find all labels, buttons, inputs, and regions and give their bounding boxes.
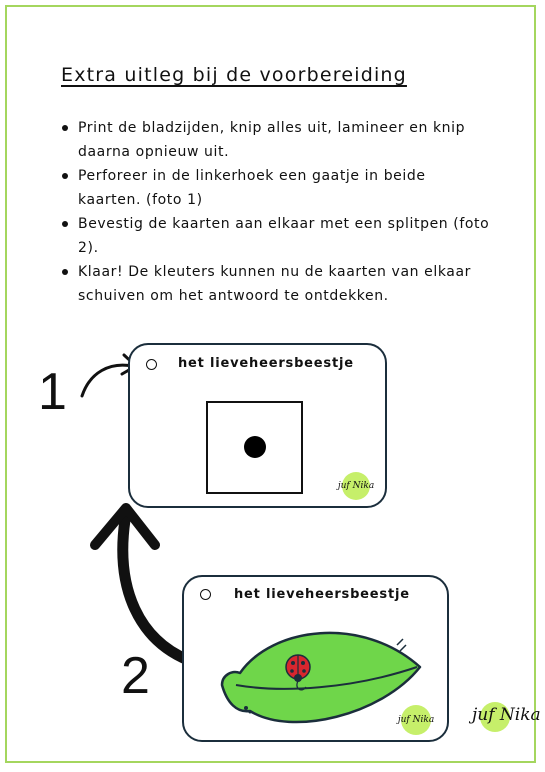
- photo1-card: [128, 343, 387, 508]
- photo2-card: [182, 575, 449, 742]
- page-title: Extra uitleg bij de voorbereiding: [61, 64, 407, 86]
- juf-nika-logo: juf Nika: [472, 705, 541, 725]
- photo-number-2: 2: [121, 647, 150, 705]
- juf-nika-badge: juf Nika: [401, 705, 431, 735]
- juf-nika-badge: juf Nika: [342, 472, 370, 500]
- instruction-step: Bevestig de kaarten aan elkaar met een splitpen (foto 2).: [60, 212, 490, 260]
- curved-arrow-icon: [95, 508, 188, 660]
- leaf-icon: [222, 633, 420, 722]
- instruction-step: Klaar! De kleuters kunnen nu de kaarten van elkaar schuiven om het antwoord te ontdekken.: [60, 260, 490, 308]
- punch-hole-icon: [146, 359, 157, 370]
- instruction-step: Perforeer in de linkerhoek een gaatje in beide kaarten. (foto 1): [60, 164, 490, 212]
- dice-dot-icon: [244, 436, 266, 458]
- card-title: het lieveheersbeestje: [178, 356, 354, 371]
- leaf-ladybug-illustration: [212, 615, 422, 727]
- instruction-step: Print de bladzijden, knip alles uit, lamineer en knip daarna opnieuw uit.: [60, 116, 490, 164]
- card-title: het lieveheersbeestje: [234, 587, 410, 602]
- dice-square: [206, 401, 303, 494]
- photo-number-1: 1: [38, 363, 67, 421]
- punch-hole-icon: [200, 589, 211, 600]
